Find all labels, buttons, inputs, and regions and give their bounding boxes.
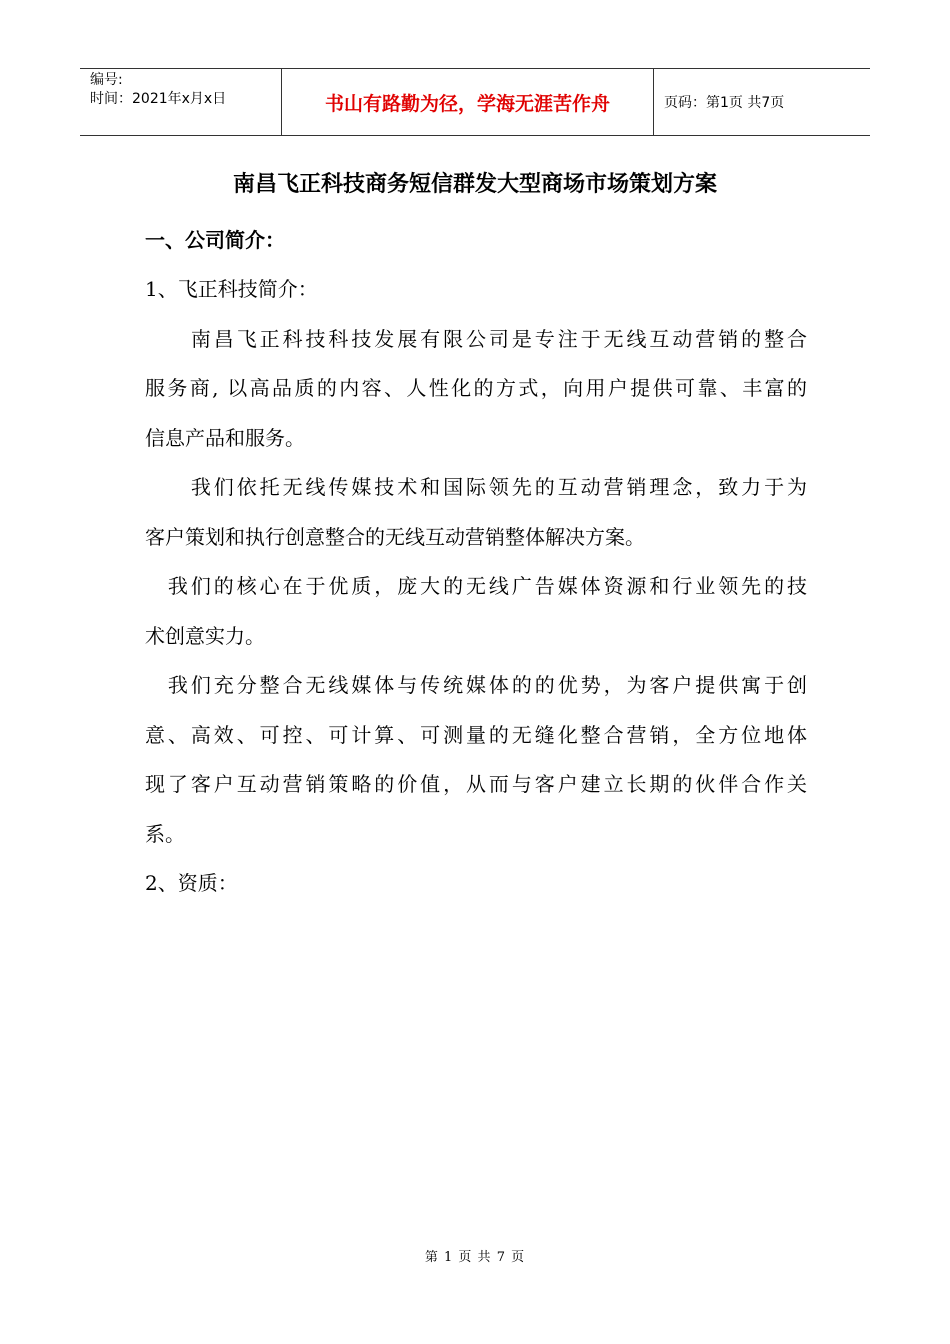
serial-label: 编号: [90, 72, 123, 88]
page-footer: 第 1 页 共 7 页 [424, 1250, 526, 1265]
paragraph-line: 意、高效、可控、可计算、可测量的无缝化整合营销，全方位地体 [145, 722, 807, 747]
time-text: 时间：2021年x月x日 [90, 91, 227, 107]
section-heading: 一、公司简介： [145, 228, 285, 252]
document-body [145, 265, 807, 909]
paragraph-line: 系。 [145, 821, 185, 846]
header-motto: 书山有路勤为径，学海无涯苦作舟 [282, 69, 654, 135]
paragraph-line: 现了客户互动营销策略的价值，从而与客户建立长期的伙伴合作关 [145, 772, 807, 796]
header-page-number: 页码：第1页 共7页 [664, 95, 785, 111]
paragraph-line: 我们的核心在于优质，庞大的无线广告媒体资源和行业领先的技 [145, 574, 807, 598]
paragraph-line: 我们充分整合无线媒体与传统媒体的的优势，为客户提供寓于创 [145, 673, 807, 697]
paragraph-line: 1、飞正科技简介： [145, 277, 318, 301]
paragraph-line: 我们依托无线传媒技术和国际领先的互动营销理念，致力于为 [145, 475, 807, 499]
paragraph-line: 服务商, 以高品质的内容、人性化的方式，向用户提供可靠、丰富的 [145, 376, 807, 400]
paragraph-line: 2、资质： [145, 871, 238, 895]
document-header [80, 68, 870, 136]
document-title: 南昌飞正科技商务短信群发大型商场市场策划方案 [232, 172, 717, 197]
paragraph-line: 信息产品和服务。 [145, 425, 305, 450]
paragraph-line: 南昌飞正科技科技发展有限公司是专注于无线互动营销的整合 [145, 326, 807, 351]
paragraph-line: 术创意实力。 [145, 623, 265, 648]
header-meta [80, 69, 282, 135]
paragraph-line: 客户策划和执行创意整合的无线互动营销整体解决方案。 [145, 524, 645, 549]
